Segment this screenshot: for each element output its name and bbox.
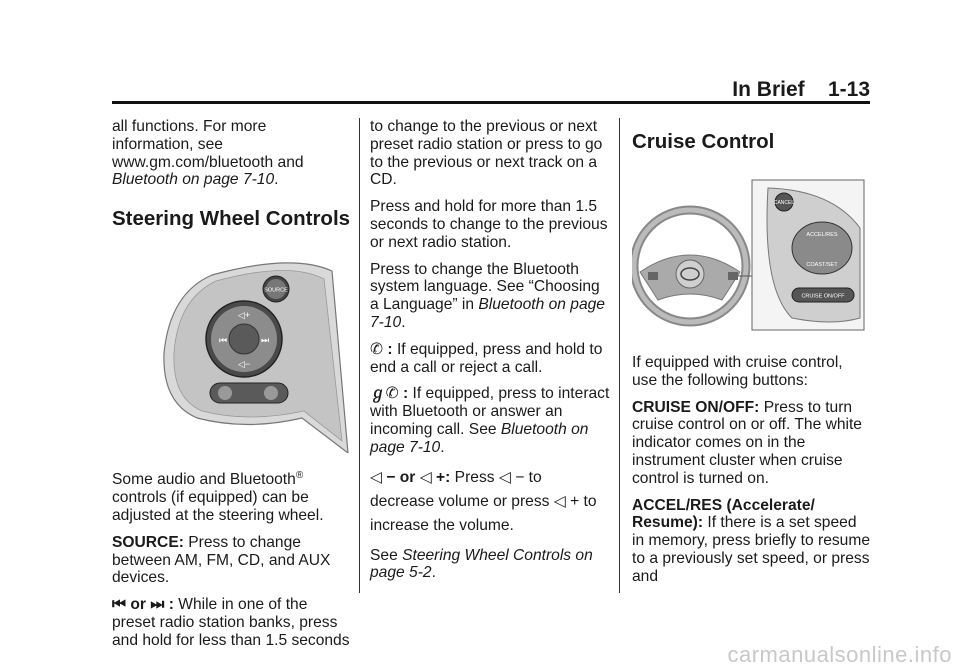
see-also-paragraph <box>370 547 610 583</box>
cruise-on-off-paragraph <box>632 399 872 488</box>
volume-icon: ◁ <box>498 468 511 486</box>
source-paragraph <box>112 534 352 587</box>
column-3 <box>632 118 872 595</box>
voice-phone-icon: ℊ✆ <box>370 385 399 403</box>
volume-text-a: Press <box>450 468 499 486</box>
caption-registered: ® <box>295 470 304 482</box>
see-text: See <box>370 546 403 564</box>
seek-paragraph <box>112 596 352 649</box>
cruise-text: Press to turn cruise control on or off. The white indicator comes on in the instrument cluster when cruise control is turned on. <box>632 398 862 487</box>
voice-end: . <box>440 438 445 456</box>
controls-caption <box>112 467 352 525</box>
fig-seek-prev-icon: ⏮ <box>218 335 228 346</box>
cruise-control-figure <box>632 168 872 338</box>
fig-volume-down-icon: ◁− <box>237 359 251 370</box>
accel-term: ACCEL/RES (Accelerate/ Resume): <box>632 496 815 532</box>
seek-text: While in one of the preset radio station banks, press and hold for less than 1.5 seconds <box>112 596 350 649</box>
fig-source-label: SOURCE <box>264 287 288 294</box>
language-link[interactable]: Bluetooth on page 7-10 <box>370 296 605 331</box>
volume-icon: ◁ <box>419 468 432 486</box>
source-term: SOURCE: <box>112 533 184 551</box>
volume-term-a: − or <box>382 468 420 486</box>
phone-colon: : <box>383 340 393 358</box>
seek-next-icon: ⏭ <box>150 596 165 614</box>
intro-text: all functions. For more information, see www.gm.com/bluetooth and <box>112 118 304 171</box>
volume-term-b: +: <box>431 468 451 486</box>
language-text: Press to change the Bluetooth system language. See “Choosing a Language” in <box>370 260 600 314</box>
steering-wheel-controls-figure <box>152 253 352 453</box>
volume-icon: ◁ <box>370 468 382 486</box>
source-text: Press to change between AM, FM, CD, and AUX devices. <box>112 533 331 587</box>
fig-coast-label: COAST/SET <box>806 262 838 268</box>
caption-text-b: controls (if equipped) can be adjusted at the steering wheel. <box>112 489 324 524</box>
phone-icon: ✆ <box>370 340 384 358</box>
seek-hold-text: Press and hold for more than 1.5 seconds to change to the previous or next radio station. <box>370 198 608 251</box>
intro-paragraph <box>112 118 352 189</box>
column-2 <box>370 118 610 591</box>
fig-seek-next-icon: ⏭ <box>260 335 270 346</box>
column-divider-2 <box>619 118 620 593</box>
header-page-number: 1-13 <box>827 78 870 101</box>
fig-cruise-label: CRUISE ON/OFF <box>801 293 845 300</box>
volume-text-b: − to decrease volume or press <box>370 468 554 510</box>
watermark: carmanualsonline.info <box>727 642 952 667</box>
header-title <box>732 78 870 102</box>
header-rule <box>112 101 870 104</box>
intro-link[interactable]: Bluetooth on page 7-10 <box>112 171 275 189</box>
voice-link[interactable]: Bluetooth on page 7-10 <box>370 420 589 456</box>
seek-previous-icon: ⏮ <box>112 596 127 614</box>
header-section: In Brief <box>732 78 805 101</box>
volume-paragraph <box>370 466 610 538</box>
cruise-term: CRUISE ON/OFF: <box>632 398 760 416</box>
language-end: . <box>401 313 406 331</box>
accel-text: If there is a set speed in memory, press briefly to resume to a previously set speed, or press and <box>632 514 871 585</box>
voice-paragraph <box>370 385 610 456</box>
fig-volume-up-icon: ◁+ <box>237 310 251 321</box>
end-call-paragraph <box>370 341 610 377</box>
end-call-text: If equipped, press and hold to end a call or reject a call. <box>370 340 603 376</box>
accel-res-paragraph <box>632 497 872 586</box>
fig-accel-label: ACCEL/RES <box>806 232 838 238</box>
language-paragraph <box>370 261 610 332</box>
caption-text-a: Some audio and Bluetooth <box>112 471 296 489</box>
cruise-intro-text: If equipped with cruise control, use the following buttons: <box>632 354 843 389</box>
voice-colon: : <box>398 385 409 403</box>
volume-text-c: + to increase the volume. <box>370 492 597 534</box>
see-end: . <box>431 564 436 582</box>
seek-colon: : <box>164 596 174 614</box>
column-divider-1 <box>359 118 360 593</box>
volume-icon: ◁ <box>553 492 566 510</box>
cruise-control-heading: Cruise Control <box>632 130 775 153</box>
seek-continued-text: to change to the previous or next preset radio station or press to go to the previous or next track on a CD. <box>370 118 603 189</box>
steering-wheel-heading: Steering Wheel Controls <box>112 207 351 231</box>
seek-or: or <box>130 596 146 614</box>
voice-text: If equipped, press to interact with Bluetooth or answer an incoming call. See <box>370 385 610 438</box>
intro-end: . <box>274 171 279 189</box>
column-1 <box>112 118 352 659</box>
fig-cancel-label: CANCEL <box>773 200 795 206</box>
see-link[interactable]: Steering Wheel Controls on page 5-2 <box>370 546 593 582</box>
